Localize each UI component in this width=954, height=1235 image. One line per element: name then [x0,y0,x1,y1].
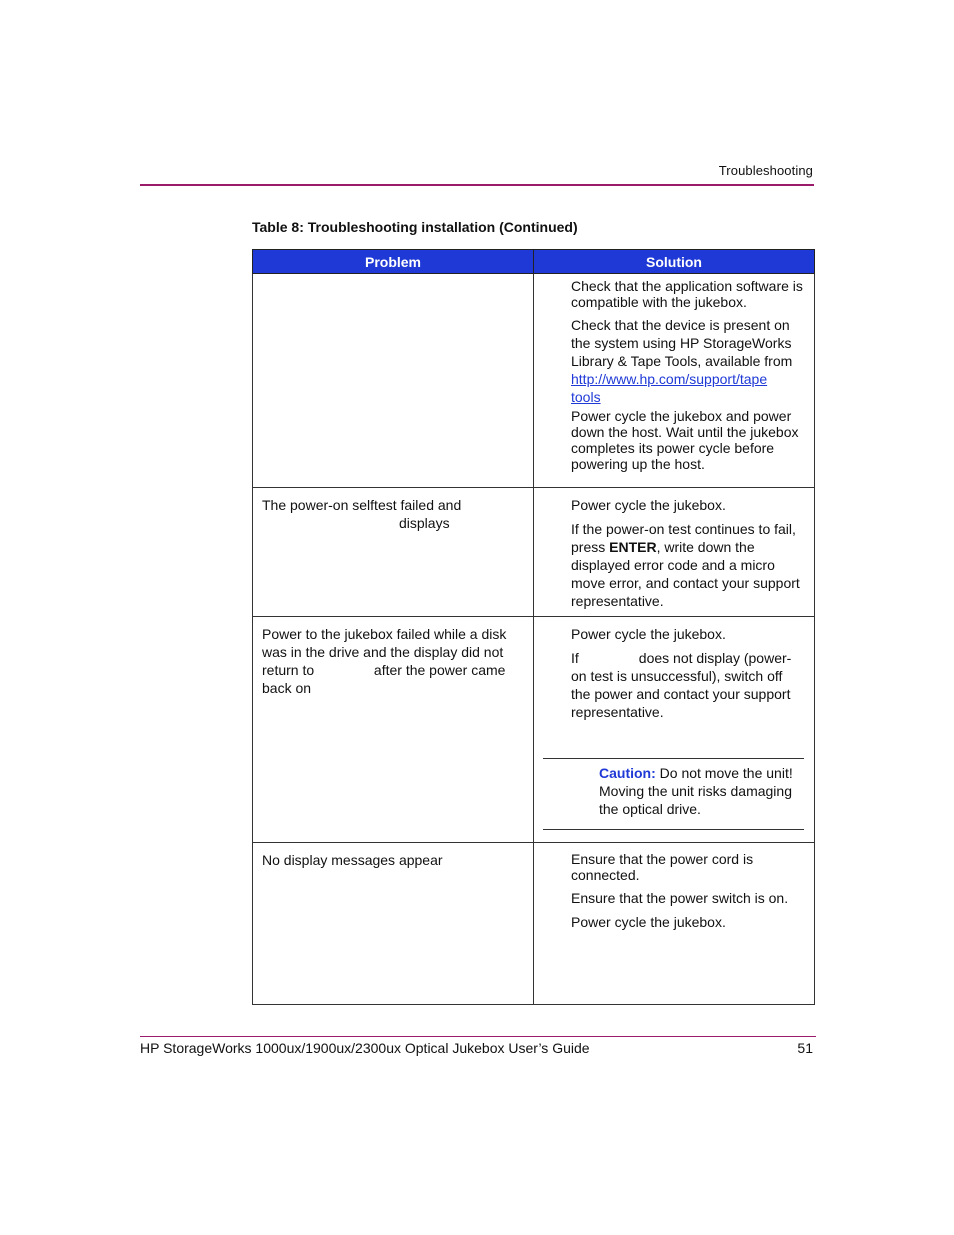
troubleshooting-table [252,249,814,1005]
caution-text: Do not move the unit! Moving the unit risks damaging the optical drive. [599,765,793,817]
table-caption: Table 8: Troubleshooting installation (Continued) [252,219,578,235]
problem-text: after the power came back on [262,662,506,696]
table-row [253,274,815,488]
solution-text: If the power-on test continues to fail, press [571,521,796,555]
solution-text: Check that the application software is compatible with the jukebox. [571,278,803,310]
footer-title: HP StorageWorks 1000ux/1900ux/2300ux Optical Jukebox User’s Guide [140,1040,590,1056]
solution-cell [534,617,815,843]
solution-text: Check that the device is present on the system using HP StorageWorks Library & Tape Tools, available from [571,317,793,369]
problem-text: The power-on selftest failed and [262,497,462,513]
problem-cell [253,617,534,843]
solution-text: Power cycle the jukebox. [571,914,726,930]
problem-cell [253,488,534,617]
page-number: 51 [797,1040,813,1056]
problem-text: No display messages appear [262,852,443,868]
solution-text: does not display (power-on test is unsuccessful), switch off the power and contact your support representative. [571,650,792,720]
lt-tools-link[interactable]: http://www.hp.com/support/tape [571,371,768,387]
enter-key-label: ENTER [609,539,657,555]
solution-cell [534,843,815,1005]
column-header-solution: Solution [534,250,815,274]
caution-note [543,758,804,830]
solution-cell [534,274,815,488]
table-header-row [253,250,815,274]
solution-text: Ensure that the power switch is on. [571,890,789,906]
header-rule [140,184,814,186]
solution-text: , write down the displayed error code and a micro move error, and contact your support representative. [571,539,800,609]
table-row [253,488,815,617]
solution-text: Power cycle the jukebox and power down the host. Wait until the jukebox completes its power cycle before powering up the host. [571,408,799,472]
problem-cell [253,843,534,1005]
solution-text: Ensure that the power cord is connected. [571,851,754,883]
solution-cell [534,488,815,617]
problem-cell [253,274,534,488]
solution-text: If [571,650,579,666]
table-row [253,843,815,1005]
column-header-problem: Problem [253,250,534,274]
problem-text: Power to the jukebox failed while a disk was in the drive and the display did not return to [262,626,507,678]
caution-label: Caution: [599,765,656,781]
solution-text: Power cycle the jukebox. [571,626,726,642]
problem-text: displays [399,515,450,531]
table-row [253,617,815,843]
lt-tools-link-continued[interactable]: tools [571,389,601,405]
footer-rule [140,1036,816,1037]
solution-text: Power cycle the jukebox. [571,497,726,513]
running-head: Troubleshooting [718,163,813,178]
